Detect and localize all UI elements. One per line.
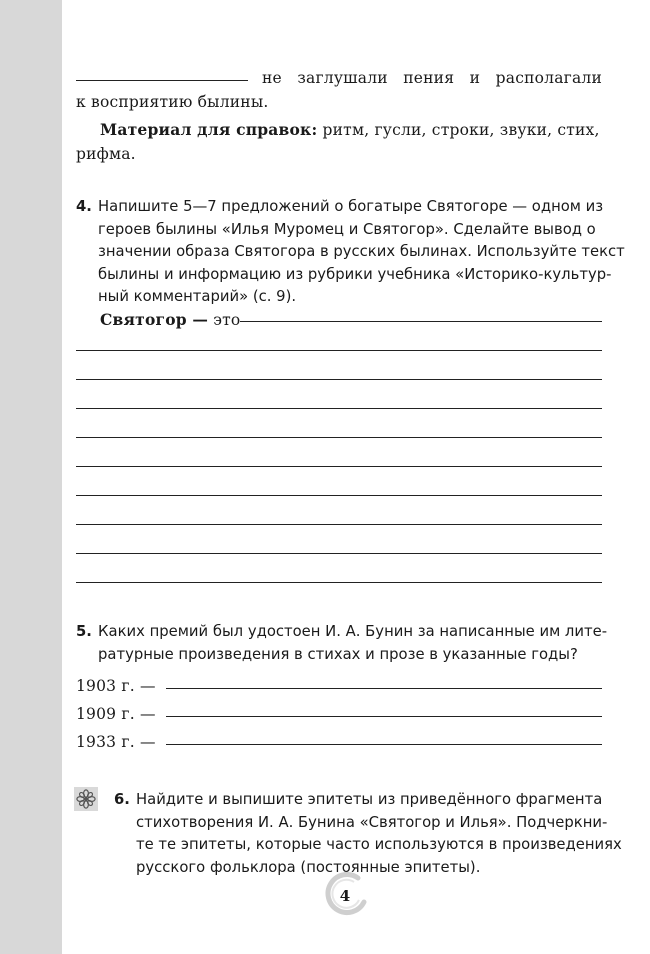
page-margin-strip bbox=[0, 0, 62, 954]
task-4-line-3: значении образа Святогора в русских былинах. Используйте текст bbox=[98, 243, 625, 260]
page-number-badge bbox=[318, 872, 372, 918]
year-label-1909: 1909 г. — bbox=[76, 705, 156, 723]
answer-line[interactable] bbox=[166, 744, 602, 745]
task-6-line-1: Найдите и выпишите эпитеты из приведённого фрагмента bbox=[136, 791, 603, 808]
answer-line[interactable] bbox=[76, 466, 602, 467]
answer-line[interactable] bbox=[76, 379, 602, 380]
answer-line[interactable] bbox=[76, 553, 602, 554]
answer-line[interactable] bbox=[76, 495, 602, 496]
answer-line[interactable] bbox=[166, 716, 602, 717]
reference-words: ритм, гусли, строки, звуки, стих, bbox=[322, 121, 600, 139]
answer-line[interactable] bbox=[76, 582, 602, 583]
answer-line[interactable] bbox=[76, 350, 602, 351]
task-6-number: 6. bbox=[114, 791, 130, 808]
flower-icon bbox=[74, 787, 98, 811]
reference-line-1 bbox=[100, 118, 602, 142]
continuation-text-line-1: не заглушали пения и располагали bbox=[262, 69, 602, 87]
reference-label: Материал для справок: bbox=[100, 120, 318, 139]
answer-line[interactable] bbox=[76, 408, 602, 409]
answer-label: Святогор — bbox=[100, 310, 209, 329]
task-5-line-1: Каких премий был удостоен И. А. Бунин за написанные им лите- bbox=[98, 623, 608, 640]
answer-prefix: это bbox=[213, 311, 241, 329]
year-label-1933: 1933 г. — bbox=[76, 733, 156, 751]
reference-line-2: рифма. bbox=[76, 145, 136, 163]
answer-line[interactable] bbox=[76, 437, 602, 438]
task-4-line-2: героев былины «Илья Муромец и Святогор». Сделайте вывод о bbox=[98, 220, 596, 238]
task-6-line-4: русского фольклора (постоянные эпитеты). bbox=[136, 858, 481, 876]
task-4-number: 4. bbox=[76, 198, 92, 215]
task-5-line-2: ратурные произведения в стихах и прозе в указанные годы? bbox=[98, 645, 578, 663]
continuation-text-line-2: к восприятию былины. bbox=[76, 93, 269, 111]
task-6-line-2: стихотворения И. А. Бунина «Святогор и Илья». Подчеркни- bbox=[136, 813, 608, 831]
task-5-number: 5. bbox=[76, 623, 92, 640]
task-6-line-3: те те эпитеты, которые часто используются в произведениях bbox=[136, 836, 622, 853]
answer-line[interactable] bbox=[76, 80, 248, 81]
task-4-line-1: Напишите 5—7 предложений о богатыре Святогоре — одном из bbox=[98, 198, 604, 215]
page-number: 4 bbox=[339, 887, 351, 905]
year-label-1903: 1903 г. — bbox=[76, 677, 156, 695]
answer-line[interactable] bbox=[166, 688, 602, 689]
answer-line[interactable] bbox=[240, 321, 602, 322]
task-4-answer-start bbox=[100, 308, 240, 332]
task-4-line-5: ный комментарий» (с. 9). bbox=[98, 288, 297, 305]
task-4-line-4: былины и информацию из рубрики учебника «Историко-культур- bbox=[98, 265, 612, 283]
answer-line[interactable] bbox=[76, 524, 602, 525]
